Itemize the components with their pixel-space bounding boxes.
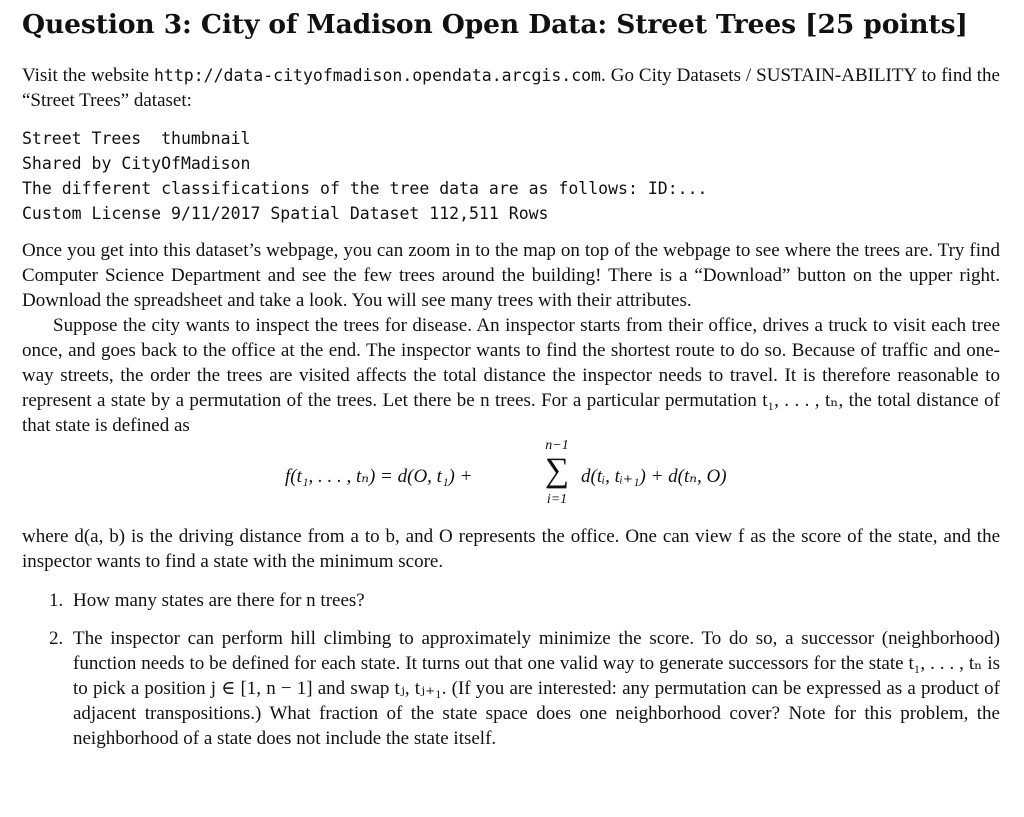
dataset-listing <box>22 126 1000 226</box>
summation-lower-limit: i=1 <box>546 492 568 507</box>
equation-rhs: d(tᵢ, tᵢ₊₁) + d(tₙ, O) <box>581 466 727 487</box>
listing-line: Street Trees thumbnail <box>22 129 251 148</box>
listing-line: Shared by CityOfMadison <box>22 154 251 173</box>
paragraph-dataset-webpage: Once you get into this dataset’s webpage, you can zoom in to the map on top of the webpage to see where the trees are. Try find Computer Science Department and see the few trees around the building! There is a “Download” button on the upper right. Download the spreadsheet and take a look. You will see many trees with their attributes. <box>22 240 1000 311</box>
question-list <box>22 588 1000 751</box>
intro-text-start: Visit the website <box>22 65 154 86</box>
question-item <box>22 588 1000 613</box>
listing-line: Custom License 9/11/2017 Spatial Dataset 112,511 Rows <box>22 204 549 223</box>
intro-text-end: . Go City Datasets / SUSTAIN-ABILITY to find the “Street Trees” dataset: <box>22 65 1000 111</box>
summation <box>537 438 577 508</box>
distance-equation <box>22 438 1000 520</box>
equation-lhs: f(t₁, . . . , tₙ) = d(O, t₁) + <box>285 466 473 487</box>
summation-symbol: ∑ <box>544 452 570 489</box>
document-page <box>0 8 1024 817</box>
question-number: 1. <box>49 590 64 611</box>
paragraph-score-definition: where d(a, b) is the driving distance from a to b, and O represents the office. One can view f as the score of the state, and the inspector wants to find a state with the minimum score. <box>22 526 1000 572</box>
question-text: The inspector can perform hill climbing to approximately minimize the score. To do so, a successor (neighborhood) function needs to be defined for each state. It turns out that one valid way to generate successors for the state t₁, . . . , tₙ is to pick a position j ∈ [1, n − 1] and swap tⱼ, tⱼ₊₁. (If you are interested: any permutation can be expressed as a product of adjacent transpositions.) What fraction of the state space does one neighborhood cover? Note for this problem, the neighborhood of a state does not include the state itself. <box>73 628 1000 749</box>
listing-line: The different classifications of the tree data are as follows: ID:... <box>22 179 708 198</box>
question-text: How many states are there for n trees? <box>73 590 365 611</box>
question-number: 2. <box>49 628 64 649</box>
paragraph-inspector: Suppose the city wants to inspect the trees for disease. An inspector starts from their office, drives a truck to visit each tree once, and goes back to the office at the end. The inspector wants to find the shortest route to do so. Because of traffic and one-way streets, the order the trees are visited affects the total distance the inspector needs to travel. It is therefore reasonable to represent a state by a permutation of the trees. Let there be n trees. For a particular permutation t₁, . . . , tₙ, the total distance of that state is defined as <box>22 315 1000 436</box>
dataset-url: http://data-cityofmadison.opendata.arcgis.com <box>153 66 601 85</box>
summation-upper-limit: n−1 <box>545 438 569 453</box>
question-item <box>22 626 1000 751</box>
intro-paragraph <box>22 63 1000 113</box>
question-heading: Question 3: City of Madison Open Data: Street Trees [25 points] <box>22 9 968 40</box>
